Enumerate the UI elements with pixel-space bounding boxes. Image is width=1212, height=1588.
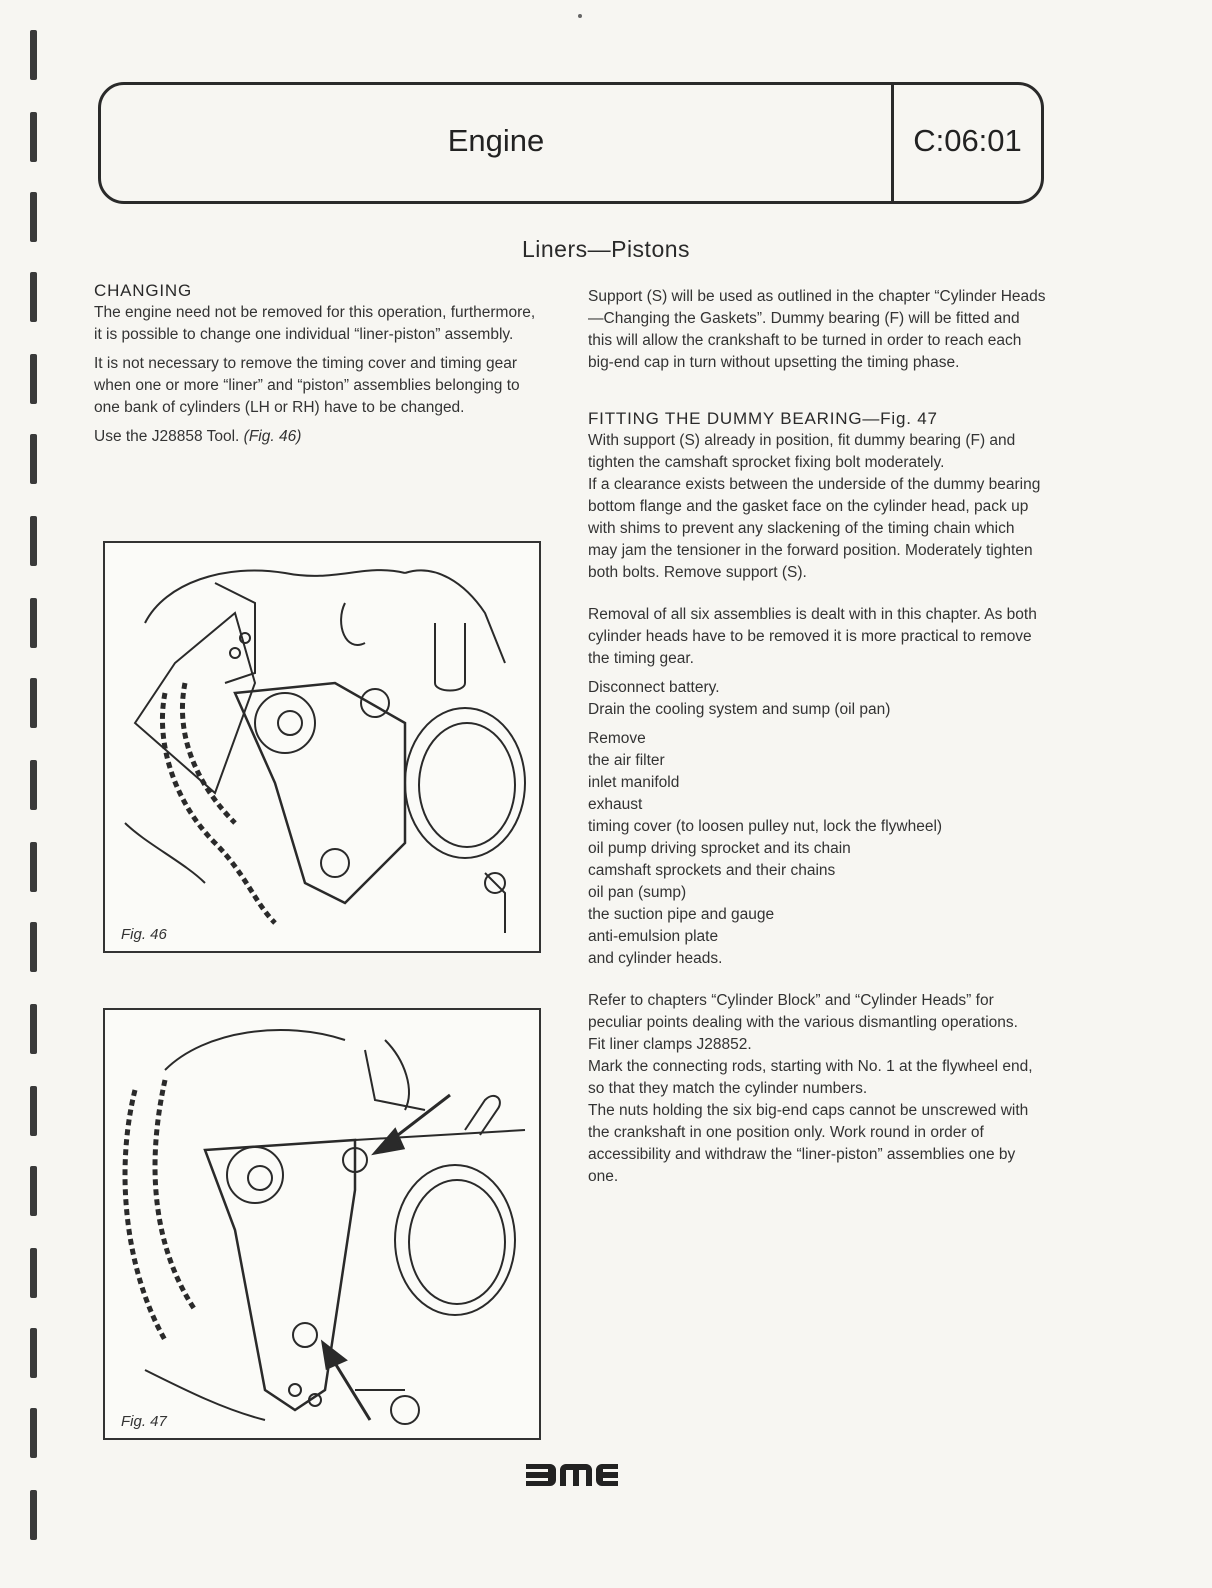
list-item: oil pump driving sprocket and its chain xyxy=(588,840,851,857)
remove-list xyxy=(588,728,1048,970)
list-item: exhaust xyxy=(588,796,643,813)
binder-hole xyxy=(30,30,37,80)
figure-reference: (Fig. 46) xyxy=(243,428,302,445)
binder-hole xyxy=(30,516,37,566)
binder-hole xyxy=(30,1490,37,1540)
binder-hole xyxy=(30,922,37,972)
section-title: Liners—Pistons xyxy=(521,236,691,262)
page-header xyxy=(98,82,1044,204)
list-item: the air filter xyxy=(588,752,665,769)
binder-hole xyxy=(30,1004,37,1054)
binder-hole xyxy=(30,760,37,810)
list-item: Remove xyxy=(588,730,646,747)
list-item: the suction pipe and gauge xyxy=(588,906,775,923)
binder-hole xyxy=(30,1086,37,1136)
paragraph: Fit liner clamps J28852. xyxy=(588,1036,752,1053)
paragraph: With support (S) already in position, fit dummy bearing (F) and tighten the camshaft sprocket fixing bolt moderately. xyxy=(588,432,1016,471)
list-item: anti-emulsion plate xyxy=(588,928,719,945)
binder-hole xyxy=(30,1328,37,1378)
heading-changing: CHANGING xyxy=(94,281,193,300)
engine-illustration-fig46 xyxy=(105,543,539,951)
binder-hole xyxy=(30,434,37,484)
tool-text: Use the J28858 Tool. xyxy=(94,428,240,445)
binder-hole xyxy=(30,1166,37,1216)
heading-fitting-dummy-bearing: FITTING THE DUMMY BEARING—Fig. 47 xyxy=(588,409,938,428)
binder-hole xyxy=(30,272,37,322)
binder-hole xyxy=(30,192,37,242)
figure-47 xyxy=(103,1008,541,1440)
binder-hole xyxy=(30,1408,37,1458)
list-item: and cylinder heads. xyxy=(588,950,723,967)
binder-hole xyxy=(30,598,37,648)
figure-caption: Fig. 46 xyxy=(117,926,171,943)
paragraph xyxy=(94,426,544,448)
paragraph: Drain the cooling system and sump (oil pan) xyxy=(588,701,891,718)
paragraph: Disconnect battery. xyxy=(588,679,720,696)
figure-caption: Fig. 47 xyxy=(117,1413,171,1430)
paragraph: It is not necessary to remove the timing cover and timing gear when one or more “liner” and “piston” assemblies belonging to one bank of cylinders (LH or RH) have to be changed. xyxy=(94,355,520,416)
binder-hole xyxy=(30,112,37,162)
page-code: C:06:01 xyxy=(913,123,1022,158)
binder-hole xyxy=(30,678,37,728)
list-item: timing cover (to loosen pulley nut, lock the flywheel) xyxy=(588,818,943,835)
paragraph: Refer to chapters “Cylinder Block” and “Cylinder Heads” for peculiar points dealing with the various dismantling operations. xyxy=(588,992,1018,1031)
binder-hole xyxy=(30,354,37,404)
paragraph: The nuts holding the six big-end caps cannot be unscrewed with the crankshaft in one position only. Work round in order of accessibility and withdraw the “liner-piston” assemblies one by one. xyxy=(588,1102,1029,1185)
list-item: oil pan (sump) xyxy=(588,884,687,901)
engine-illustration-fig47 xyxy=(105,1010,539,1438)
paragraph: Support (S) will be used as outlined in the chapter “Cylinder Heads—Changing the Gaskets”. Dummy bearing (F) will be fitted and this will allow the crankshaft to be turned in order to reach each big-end cap in turn without upsetting the timing phase. xyxy=(588,288,1046,371)
dmc-logo-icon xyxy=(526,1462,618,1488)
figure-46 xyxy=(103,541,541,953)
paragraph: Removal of all six assemblies is dealt with in this chapter. As both cylinder heads have to be removed it is more practical to remove the timing gear. xyxy=(588,606,1037,667)
list-item: inlet manifold xyxy=(588,774,680,791)
list-item: camshaft sprockets and their chains xyxy=(588,862,836,879)
right-column xyxy=(588,286,1048,1188)
page-title: Engine xyxy=(447,123,545,158)
left-column xyxy=(94,280,544,448)
paragraph: If a clearance exists between the underside of the dummy bearing bottom flange and the gasket face on the cylinder head, pack up with shims to prevent any slackening of the timing chain which may jam the tensioner in the forward position. Moderately tighten both bolts. Remove support (S). xyxy=(588,476,1041,581)
binder-hole xyxy=(30,842,37,892)
scan-mark xyxy=(578,14,582,18)
paragraph: Mark the connecting rods, starting with No. 1 at the flywheel end, so that they match the cylinder numbers. xyxy=(588,1058,1033,1097)
paragraph: The engine need not be removed for this operation, furthermore, it is possible to change one individual “liner-piston” assembly. xyxy=(94,304,536,343)
binder-hole xyxy=(30,1248,37,1298)
